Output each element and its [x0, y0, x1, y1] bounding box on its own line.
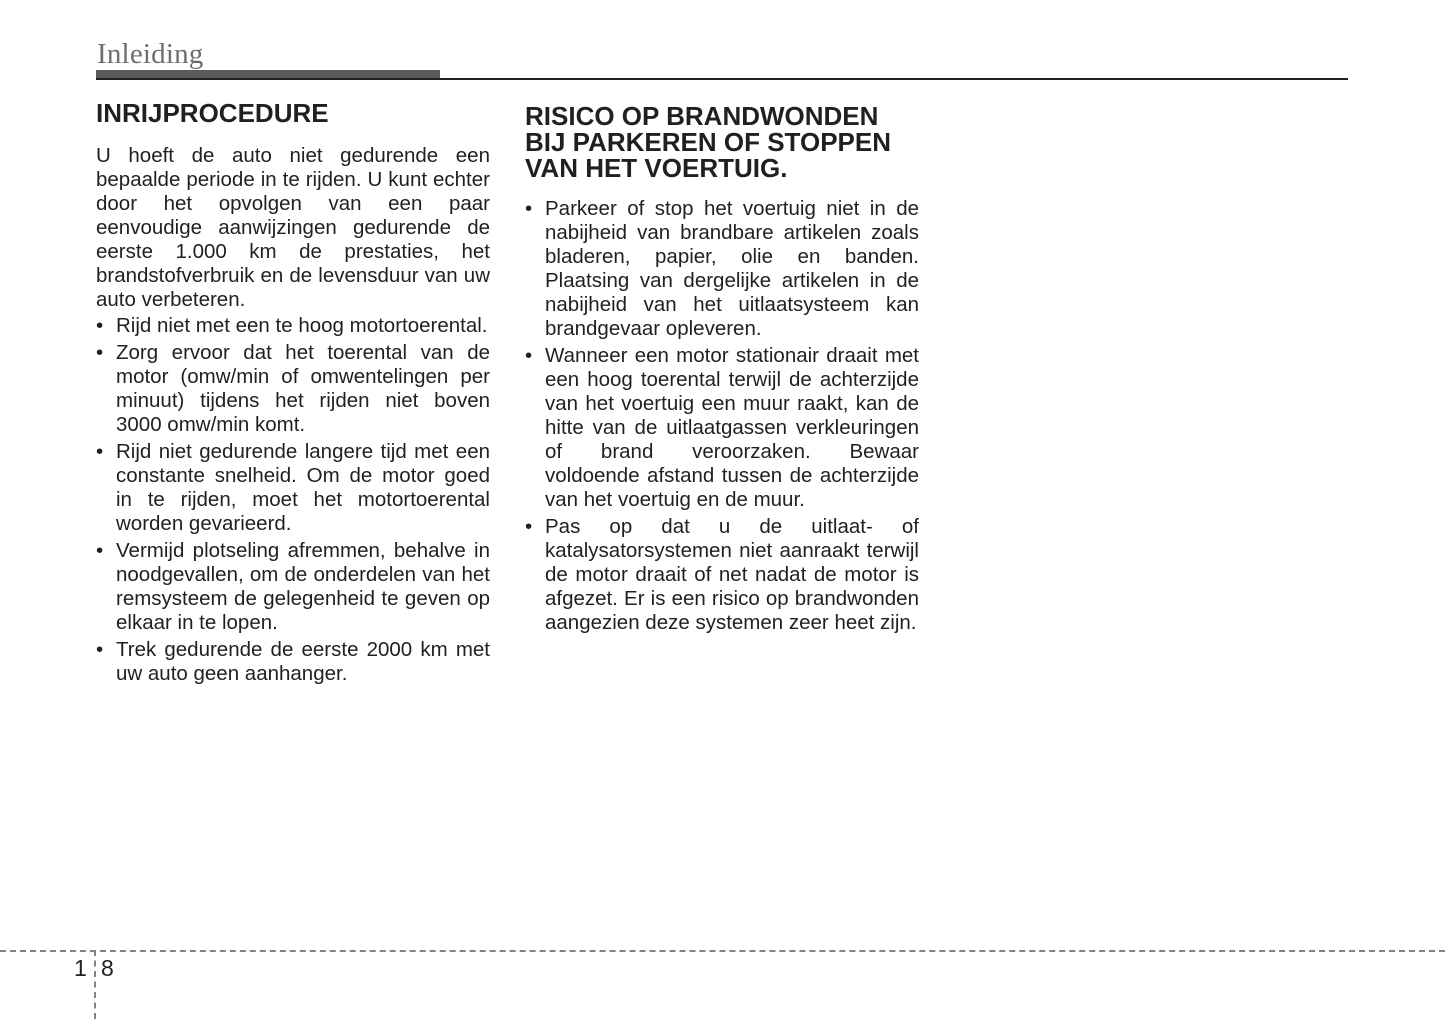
header-rule	[96, 78, 1348, 80]
chapter-title: Inleiding	[97, 38, 204, 70]
bullet-icon: •	[525, 344, 533, 367]
bullet-icon: •	[96, 440, 104, 463]
list-item-text: Parkeer of stop het voertuig niet in de nabijheid van brandbare artikelen zoals bladeren, papier, olie en banden. Plaatsing van dergelijke artikelen in de nabijheid van het uitlaatsysteem kan brandgevaar opleveren.	[545, 197, 919, 340]
list-item-text: Pas op dat u de uitlaat- of katalysatorsystemen niet aanraakt terwijl de motor draait of net nadat de motor is afgezet. Er is een risico op brandwonden aangezien deze systemen zeer heet zijn.	[545, 515, 919, 634]
footer-dashed-divider	[94, 950, 96, 1019]
bullet-icon: •	[525, 197, 533, 220]
heading-line: VAN HET VOERTUIG.	[525, 153, 788, 183]
bullet-icon: •	[96, 638, 104, 661]
footer-dashed-rule	[0, 950, 1445, 952]
burn-risk-list	[525, 197, 919, 638]
heading-line: BIJ PARKEREN OF STOPPEN	[525, 127, 891, 157]
list-item	[96, 638, 490, 686]
list-item	[525, 197, 919, 341]
list-item	[96, 440, 490, 536]
list-item-text: Rijd niet gedurende langere tijd met een constante snelheid. Om de motor goed in te rijden, moet het motortoerental worden gevarieerd.	[116, 440, 490, 535]
section-heading-brandwonden	[525, 103, 925, 181]
bullet-icon: •	[96, 539, 104, 562]
list-item-text: Zorg ervoor dat het toerental van de motor (omw/min of omwentelingen per minuut) tijdens het rijden niet boven 3000 omw/min komt.	[116, 341, 490, 436]
bullet-icon: •	[96, 341, 104, 364]
heading-line: RISICO OP BRANDWONDEN	[525, 101, 879, 131]
section-number: 1	[74, 955, 87, 981]
list-item-text: Wanneer een motor stationair draait met een hoog toerental terwijl de achterzijde van het voertuig een muur raakt, kan de hitte van de uitlaatgassen verkleuringen of brand veroorzaken. Bewaar voldoende afstand tussen de achterzijde van het voertuig en de muur.	[545, 344, 919, 511]
list-item-text: Rijd niet met een te hoog motortoerental.	[116, 314, 488, 337]
list-item	[525, 344, 919, 512]
list-item	[96, 341, 490, 437]
bullet-icon: •	[96, 314, 104, 337]
list-item	[96, 314, 490, 338]
section-heading-inrijprocedure: INRIJPROCEDURE	[96, 98, 329, 128]
page-number: 8	[101, 955, 114, 981]
break-in-list	[96, 314, 490, 689]
list-item-text: Trek gedurende de eerste 2000 km met uw auto geen aanhanger.	[116, 638, 490, 685]
intro-paragraph: U hoeft de auto niet gedurende een bepaalde periode in te rijden. U kunt echter door het opvolgen van een paar eenvoudige aanwijzingen gedurende de eerste 1.000 km de prestaties, het brandstofverbruik en de levensduur van uw auto verbeteren.	[96, 144, 490, 311]
list-item	[96, 539, 490, 635]
list-item	[525, 515, 919, 635]
bullet-icon: •	[525, 515, 533, 538]
list-item-text: Vermijd plotseling afremmen, behalve in noodgevallen, om de onderdelen van het remsysteem de gelegenheid te geven op elkaar in te lopen.	[116, 539, 490, 634]
